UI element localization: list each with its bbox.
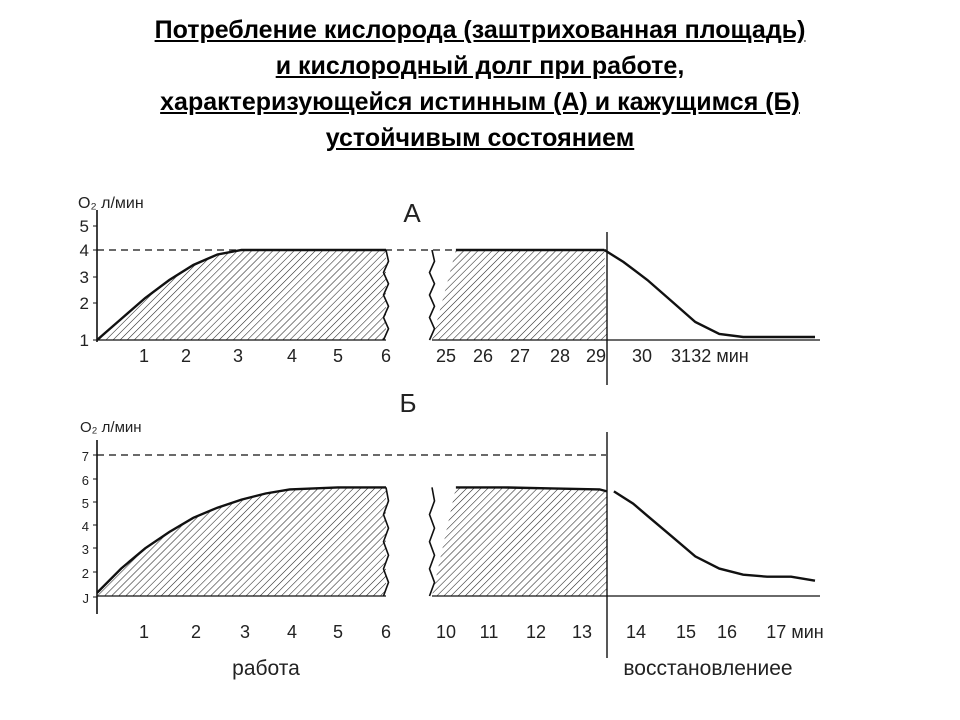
- work-phase-label: работа: [232, 657, 300, 680]
- axis-break-line: [430, 250, 435, 340]
- x-tick-label: 16: [716, 622, 738, 642]
- x-tick-label: 31: [670, 346, 692, 366]
- consumption-area-start: [97, 487, 386, 596]
- x-tick-label: 32 мин: [691, 346, 749, 366]
- x-tick-label: 5: [332, 622, 344, 642]
- y-tick-label: 3: [79, 268, 89, 287]
- recovery-curve: [614, 491, 815, 580]
- recovery-curve: [604, 250, 815, 337]
- title-line-3: характеризующейся истинным (А) и кажущимся (Б): [160, 88, 800, 116]
- title-line-2: и кислородный долг при работе,: [275, 52, 685, 80]
- panel-label: А: [403, 198, 421, 228]
- x-tick-label: 4: [286, 346, 298, 366]
- x-tick-label: 17 мин: [766, 622, 824, 642]
- y-axis-label: O₂ л/мин: [78, 195, 144, 212]
- y-tick-label: 4: [79, 241, 89, 260]
- y-axis-label: O₂ л/мин: [80, 419, 142, 436]
- x-tick-label: 6: [380, 346, 392, 366]
- x-tick-label: 11: [479, 622, 499, 642]
- y-tick-label: J: [82, 591, 89, 606]
- axis-break-line: [430, 487, 435, 596]
- y-tick-label: 1: [79, 331, 89, 350]
- x-tick-label: 25: [435, 346, 457, 366]
- x-tick-label: 29: [585, 346, 607, 366]
- y-tick-label: 2: [81, 566, 89, 581]
- x-tick-label: 2: [190, 622, 202, 642]
- x-tick-label: 12: [525, 622, 547, 642]
- panel-label: Б: [399, 388, 417, 418]
- x-tick-label: 1: [138, 622, 150, 642]
- x-tick-label: 2: [180, 346, 192, 366]
- x-tick-label: 10: [435, 622, 457, 642]
- x-tick-label: 26: [472, 346, 494, 366]
- y-tick-label: 7: [81, 449, 89, 464]
- chart-b: [80, 388, 824, 658]
- x-tick-label: 15: [675, 622, 697, 642]
- title-line-4: устойчивым состоянием: [325, 124, 635, 152]
- x-tick-label: 3: [239, 622, 251, 642]
- chart-a: [78, 195, 820, 385]
- y-tick-label: 2: [79, 294, 89, 313]
- y-tick-label: 3: [81, 542, 89, 557]
- x-tick-label: 14: [625, 622, 647, 642]
- x-tick-label: 4: [286, 622, 298, 642]
- x-tick-label: 13: [571, 622, 593, 642]
- title-line-1: Потребление кислорода (заштрихованная площадь): [154, 16, 806, 44]
- y-tick-label: 6: [81, 473, 89, 488]
- x-tick-label: 5: [332, 346, 344, 366]
- recovery-phase-label: восстановлениее: [623, 657, 793, 680]
- x-tick-label: 1: [138, 346, 150, 366]
- x-tick-label: 30: [631, 346, 653, 366]
- x-tick-label: 28: [549, 346, 571, 366]
- y-tick-label: 5: [81, 496, 89, 511]
- y-tick-label: 5: [79, 217, 89, 236]
- consumption-area-end: [432, 487, 607, 596]
- y-tick-label: 4: [81, 519, 89, 534]
- x-tick-label: 6: [380, 622, 392, 642]
- consumption-area-end: [432, 250, 607, 340]
- x-tick-label: 27: [509, 346, 531, 366]
- x-tick-label: 3: [232, 346, 244, 366]
- consumption-area-start: [97, 250, 386, 340]
